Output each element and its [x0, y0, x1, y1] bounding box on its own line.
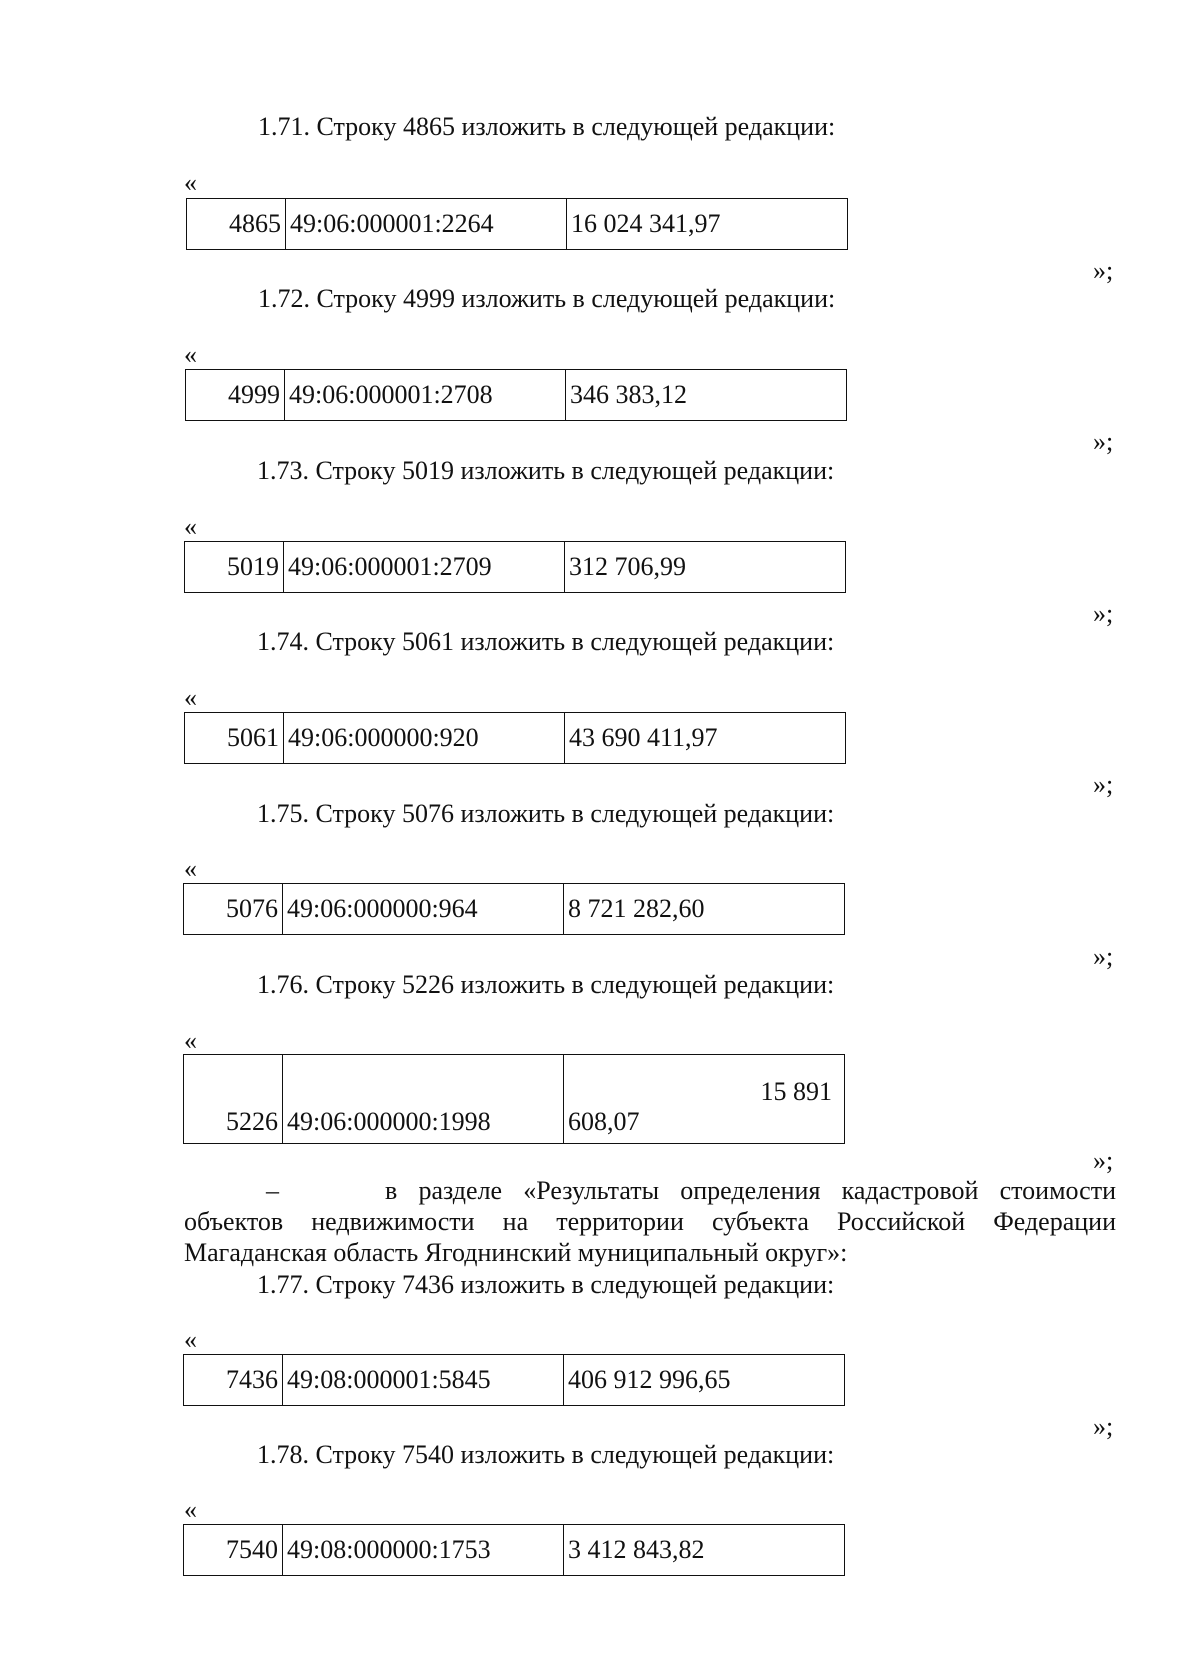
section-paragraph — [184, 1175, 1116, 1268]
cadastral-value: 406 912 996,65 — [564, 1355, 845, 1406]
item-heading: 1.71. Строку 4865 изложить в следующей редакции: — [258, 112, 836, 141]
closing-quote: »; — [1093, 427, 1114, 456]
table-row — [184, 1525, 845, 1576]
cadastral-number: 49:08:000001:5845 — [283, 1355, 564, 1406]
opening-quote: « — [184, 683, 197, 712]
cadastral-value-part-2: 608,07 — [568, 1107, 640, 1136]
opening-quote: « — [184, 854, 197, 883]
data-table — [183, 1524, 845, 1576]
closing-quote: »; — [1093, 770, 1114, 799]
opening-quote: « — [184, 1325, 197, 1354]
table-row — [184, 1055, 845, 1144]
item-heading: 1.74. Строку 5061 изложить в следующей редакции: — [257, 627, 835, 656]
closing-quote: »; — [1093, 599, 1114, 628]
item-heading: 1.75. Строку 5076 изложить в следующей редакции: — [257, 799, 835, 828]
table-row — [184, 884, 845, 935]
data-table — [185, 369, 847, 421]
row-number: 7540 — [184, 1525, 283, 1576]
opening-quote: « — [184, 340, 197, 369]
data-table — [183, 883, 845, 935]
opening-quote: « — [184, 512, 197, 541]
data-table — [183, 1354, 845, 1406]
table-row — [187, 199, 848, 250]
row-number: 5061 — [185, 713, 284, 764]
item-heading: 1.77. Строку 7436 изложить в следующей редакции: — [257, 1270, 835, 1299]
dash: – — [266, 1176, 279, 1205]
cadastral-value: 16 024 341,97 — [567, 199, 848, 250]
opening-quote: « — [184, 168, 197, 197]
closing-quote: »; — [1093, 256, 1114, 285]
table-row — [184, 1355, 845, 1406]
section-line-3: Магаданская область Ягоднинский муниципальный округ»: — [184, 1238, 848, 1267]
item-heading: 1.78. Строку 7540 изложить в следующей редакции: — [257, 1440, 835, 1469]
cadastral-value: 3 412 843,82 — [564, 1525, 845, 1576]
cadastral-number: 49:08:000000:1753 — [283, 1525, 564, 1576]
row-number: 5076 — [184, 884, 283, 935]
row-number: 4999 — [186, 370, 285, 421]
cadastral-number: 49:06:000001:2709 — [284, 542, 565, 593]
row-number: 5226 — [184, 1055, 283, 1144]
cadastral-value: 312 706,99 — [565, 542, 846, 593]
data-table — [184, 712, 846, 764]
table-row — [185, 713, 846, 764]
item-heading: 1.76. Строку 5226 изложить в следующей редакции: — [257, 970, 835, 999]
opening-quote: « — [184, 1495, 197, 1524]
closing-quote: »; — [1093, 1412, 1114, 1441]
data-table — [186, 198, 848, 250]
cadastral-number: 49:06:000001:2264 — [286, 199, 567, 250]
row-number: 7436 — [184, 1355, 283, 1406]
data-table — [184, 541, 846, 593]
section-line-1: – в разделе «Результаты определения кадастровой стоимости — [266, 1176, 1116, 1205]
data-table — [183, 1054, 845, 1144]
row-number: 4865 — [187, 199, 286, 250]
cadastral-number: 49:06:000000:964 — [283, 884, 564, 935]
closing-quote: »; — [1093, 942, 1114, 971]
cadastral-value: 8 721 282,60 — [564, 884, 845, 935]
opening-quote: « — [184, 1026, 197, 1055]
cadastral-number: 49:06:000000:1998 — [283, 1055, 564, 1144]
item-heading: 1.73. Строку 5019 изложить в следующей редакции: — [257, 456, 835, 485]
table-row — [186, 370, 847, 421]
closing-quote: »; — [1093, 1146, 1114, 1175]
cadastral-value-part-1: 15 891 — [760, 1077, 832, 1106]
cadastral-number: 49:06:000000:920 — [284, 713, 565, 764]
cadastral-value: 43 690 411,97 — [565, 713, 846, 764]
cadastral-value: 346 383,12 — [566, 370, 847, 421]
cadastral-number: 49:06:000001:2708 — [285, 370, 566, 421]
row-number: 5019 — [185, 542, 284, 593]
cadastral-value — [564, 1055, 845, 1144]
table-row — [185, 542, 846, 593]
item-heading: 1.72. Строку 4999 изложить в следующей редакции: — [258, 284, 836, 313]
section-line-2: объектов недвижимости на территории субъекта Российской Федерации — [184, 1207, 1116, 1236]
